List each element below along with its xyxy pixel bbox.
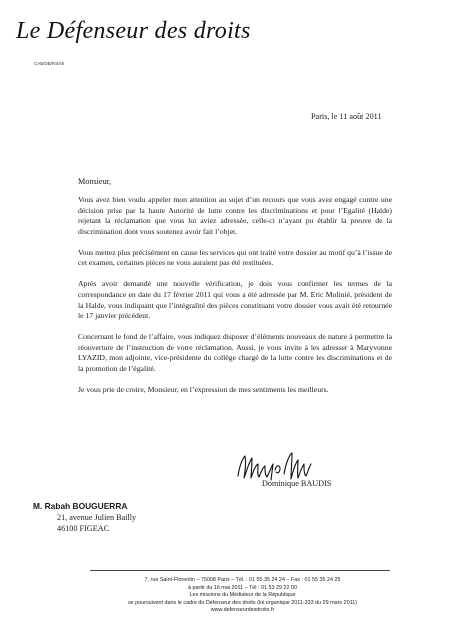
reference-code: CAB/DB/RS/sh [34, 61, 65, 66]
footer-missions: Les missions du Médiateur de la République [189, 592, 296, 599]
footer-legal: se poursuivent dans le cadre du Défenseur des droits (loi organique 2011-333 du 29 mars 2011) [127, 599, 358, 606]
footer-phone: à partir du 16 mai 2011 – Tél : 01 53 29 22 00 [188, 584, 297, 591]
footer-divider [90, 570, 390, 571]
recipient-address [33, 501, 136, 534]
body-paragraph: Vous avez bien voulu appeler mon attention au sujet d’un recours que vous avez engagé contre une décision prise par la haute Autorité de lutte contre les discriminations et pour l’Egalité (Halde) rejetant la réclamation que vous lui aviez adressée, celle-ci n’ayant pu établir la preuve de la discrimination dont vous soutenez avoir fait l’objet. [78, 195, 392, 236]
letter-footer [60, 577, 425, 615]
recipient-street: 21, avenue Julien Bailly [57, 513, 137, 522]
body-paragraph: Vous mettez plus précisément en cause les services qui ont traité votre dossier au motif qu’à l’issue de cet examen, certaines pièces ne vous auraient pas été restituées. [78, 247, 392, 268]
body-paragraph: Après avoir demandé une nouvelle vérification, je dois vous confirmer les termes de la correspondance en date du 17 février 2011 qui vous a été adressée par M. Eric Molinié, président de la Halde, vous indiquant que l’intégralité des pièces constituant votre dossier vous avait été retournée le 17 janvier précédent. [78, 279, 392, 321]
footer-address: 7, rue Saint-Florentin – 75008 Paris – Tél. : 01 55 35 24 24 – Fax : 01 55 35 24 25 [144, 577, 341, 583]
signer-name: Dominique BAUDIS [262, 479, 332, 488]
letter-body [78, 195, 392, 406]
letter-date: Paris, le 11 août 2011 [311, 112, 382, 121]
recipient-city: 46100 FIGEAC [57, 524, 110, 533]
salutation: Monsieur, [78, 177, 112, 186]
closing-paragraph: Je vous prie de croire, Monsieur, en l’expression de mes sentiments les meilleurs. [78, 384, 329, 394]
footer-website: www.defenseurdesdroits.fr [210, 607, 275, 614]
recipient-name: M. Rabah BOUGUERRA [33, 501, 128, 511]
letterhead-title: Le Défenseur des droits [16, 18, 251, 44]
body-paragraph: Concernant le fond de l’affaire, vous indiquez disposer d’éléments nouveaux de nature à permettre la réouverture de l’instruction de votre réclamation. Aussi, je vous invite à les adresser à Maryvonne LYAZID, mon adjointe, vice-présidente du collège chargé de la lutte contre les discriminations et de la promotion de l’égalité. [78, 332, 392, 373]
